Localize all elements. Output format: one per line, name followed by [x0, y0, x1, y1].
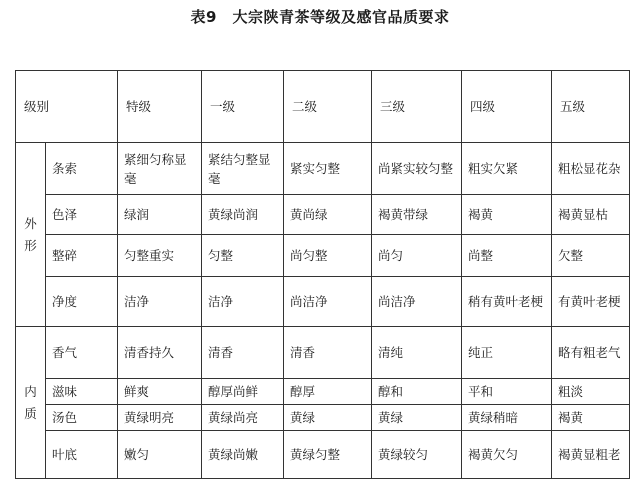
value-cell: 尚紧实较匀整 [372, 143, 462, 195]
value-cell: 洁净 [202, 277, 284, 327]
item-cell: 滋味 [46, 379, 118, 405]
value-cell: 醇厚尚鲜 [202, 379, 284, 405]
value-cell: 粗实欠紧 [462, 143, 552, 195]
category-char: 内 [24, 383, 37, 399]
table-row [16, 405, 630, 431]
value-cell: 清香 [202, 327, 284, 379]
value-cell: 尚洁净 [284, 277, 372, 327]
value-cell: 嫩匀 [118, 431, 202, 479]
value-cell: 黄绿尚亮 [202, 405, 284, 431]
header-cell: 二级 [284, 71, 372, 143]
value-cell: 黄尚绿 [284, 195, 372, 235]
value-cell: 匀整重实 [118, 235, 202, 277]
value-cell: 黄绿尚润 [202, 195, 284, 235]
item-cell: 汤色 [46, 405, 118, 431]
value-cell: 略有粗老气 [552, 327, 630, 379]
value-cell: 平和 [462, 379, 552, 405]
quality-grade-table [15, 70, 630, 479]
value-cell: 褐黄 [552, 405, 630, 431]
value-cell: 褐黄带绿 [372, 195, 462, 235]
value-cell: 紧细匀称显毫 [118, 143, 202, 195]
value-cell: 黄绿尚嫩 [202, 431, 284, 479]
value-cell: 紧实匀整 [284, 143, 372, 195]
value-cell: 清香持久 [118, 327, 202, 379]
value-cell: 褐黄显粗老 [552, 431, 630, 479]
category-char: 质 [24, 405, 37, 421]
value-cell: 绿润 [118, 195, 202, 235]
category-cell-intrinsic [16, 327, 46, 479]
header-cell: 一级 [202, 71, 284, 143]
item-cell: 条索 [46, 143, 118, 195]
value-cell: 黄绿明亮 [118, 405, 202, 431]
value-cell: 清香 [284, 327, 372, 379]
table-row [16, 327, 630, 379]
value-cell: 稍有黄叶老梗 [462, 277, 552, 327]
value-cell: 鲜爽 [118, 379, 202, 405]
value-cell: 黄绿 [284, 405, 372, 431]
item-cell: 香气 [46, 327, 118, 379]
value-cell: 匀整 [202, 235, 284, 277]
value-cell: 黄绿稍暗 [462, 405, 552, 431]
value-cell: 褐黄显枯 [552, 195, 630, 235]
value-cell: 黄绿较匀 [372, 431, 462, 479]
value-cell: 紧结匀整显毫 [202, 143, 284, 195]
value-cell: 尚匀整 [284, 235, 372, 277]
table-header-row [16, 71, 630, 143]
category-char: 外 [24, 215, 37, 231]
value-cell: 清纯 [372, 327, 462, 379]
value-cell: 黄绿 [372, 405, 462, 431]
item-cell: 色泽 [46, 195, 118, 235]
table-row [16, 431, 630, 479]
header-cell: 三级 [372, 71, 462, 143]
item-cell: 叶底 [46, 431, 118, 479]
value-cell: 褐黄 [462, 195, 552, 235]
value-cell: 尚整 [462, 235, 552, 277]
category-char: 形 [24, 237, 37, 253]
value-cell: 有黄叶老梗 [552, 277, 630, 327]
category-cell-appearance [16, 143, 46, 327]
header-cell: 特级 [118, 71, 202, 143]
value-cell: 粗淡 [552, 379, 630, 405]
header-cell-grade: 级别 [16, 71, 118, 143]
value-cell: 醇和 [372, 379, 462, 405]
item-cell: 整碎 [46, 235, 118, 277]
value-cell: 欠整 [552, 235, 630, 277]
table-title: 表9 大宗陕青茶等级及感官品质要求 [190, 8, 450, 26]
header-cell: 四级 [462, 71, 552, 143]
value-cell: 尚匀 [372, 235, 462, 277]
value-cell: 尚洁净 [372, 277, 462, 327]
value-cell: 黄绿匀整 [284, 431, 372, 479]
item-cell: 净度 [46, 277, 118, 327]
value-cell: 褐黄欠匀 [462, 431, 552, 479]
table-row [16, 277, 630, 327]
table-row [16, 379, 630, 405]
value-cell: 粗松显花杂 [552, 143, 630, 195]
table-row [16, 235, 630, 277]
value-cell: 醇厚 [284, 379, 372, 405]
quality-table-container [15, 70, 630, 479]
header-cell: 五级 [552, 71, 630, 143]
value-cell: 纯正 [462, 327, 552, 379]
table-row [16, 195, 630, 235]
value-cell: 洁净 [118, 277, 202, 327]
table-row [16, 143, 630, 195]
